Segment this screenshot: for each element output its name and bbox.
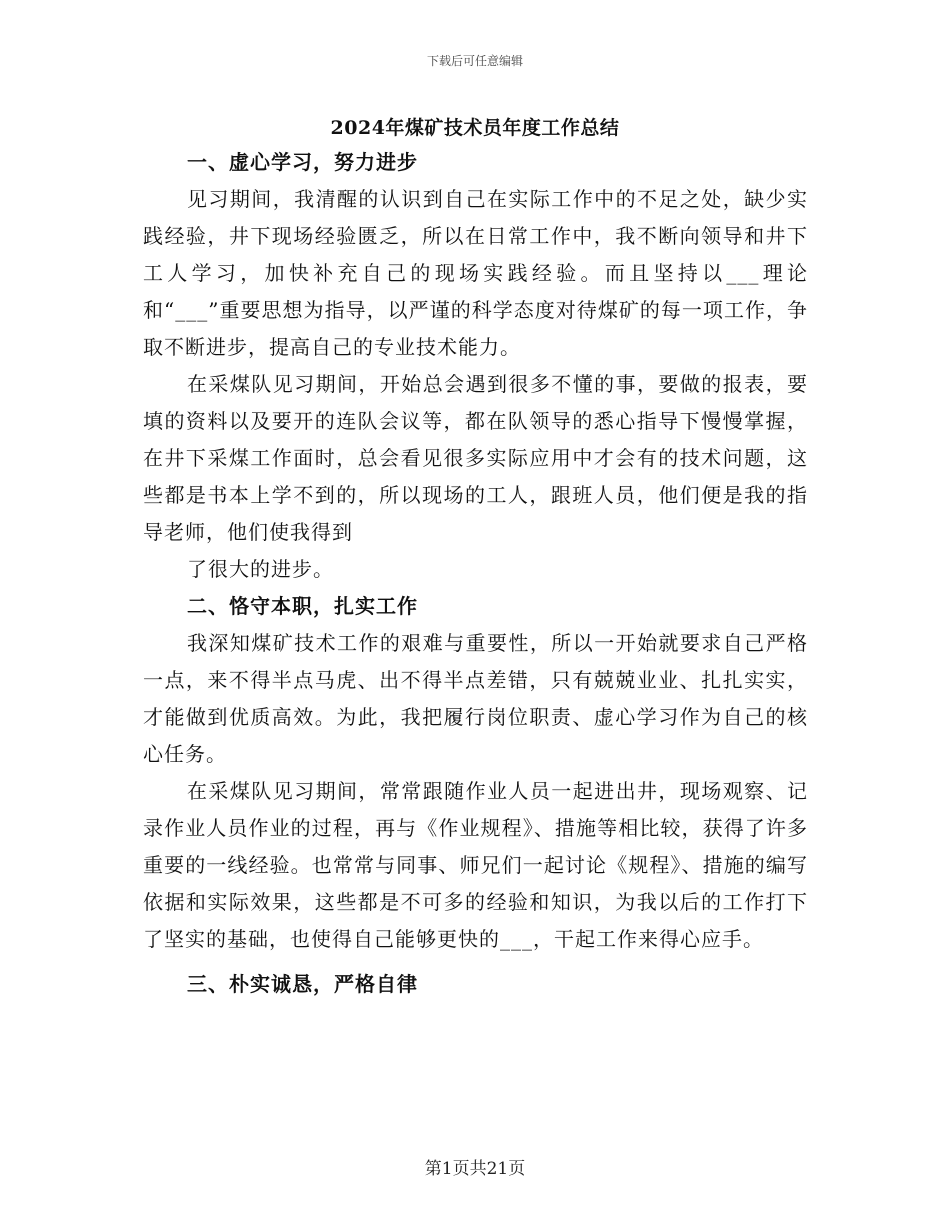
section-heading-2: 二、恪守本职，扎实工作 bbox=[187, 594, 418, 618]
section-1-paragraph-3: 了很大的进步。 bbox=[187, 557, 334, 581]
section-2-paragraph-2: 在采煤队见习期间，常常跟随作业人员一起进出井，现场观察、记录作业人员作业的过程，再与《作业规程》、措施等相比较，获得了许多重要的一线经验。也常常与同事、师兄们一起讨论《规程》、措施的编写依据和实际效果，这些都是不可多的经验和知识，为我以后的工作打下了坚实的基础，也使得自己能够更快的___，干起工作来得心应手。 bbox=[143, 779, 808, 951]
section-1-paragraph-1: 见习期间，我清醒的认识到自己在实际工作中的不足之处，缺少实践经验，井下现场经验匮乏，所以在日常工作中，我不断向领导和井下工人学习，加快补充自己的现场实践经验。而且坚持以___理论和“___”重要思想为指导，以严谨的科学态度对待煤矿的每一项工作，争取不断进步，提高自己的专业技术能力。 bbox=[143, 187, 808, 359]
page-header-note: 下载后可任意编辑 bbox=[426, 54, 523, 68]
page-number: 第1页共21页 bbox=[424, 1159, 526, 1179]
document-body bbox=[143, 144, 808, 1003]
section-heading-3: 三、朴实诚恳，严格自律 bbox=[187, 972, 418, 996]
section-1-paragraph-2: 在采煤队见习期间，开始总会遇到很多不懂的事，要做的报表，要填的资料以及要开的连队会议等，都在队领导的悉心指导下慢慢掌握，在井下采煤工作面时，总会看见很多实际应用中才会有的技术问题，这些都是书本上学不到的，所以现场的工人，跟班人员，他们便是我的指导老师，他们使我得到 bbox=[143, 372, 808, 544]
section-2-paragraph-1: 我深知煤矿技术工作的艰难与重要性，所以一开始就要求自己严格一点，来不得半点马虎、出不得半点差错，只有兢兢业业、扎扎实实，才能做到优质高效。为此，我把履行岗位职责、虚心学习作为自己的核心任务。 bbox=[143, 631, 808, 766]
section-heading-1: 一、虚心学习，努力进步 bbox=[187, 150, 418, 174]
document-title: 2024年煤矿技术员年度工作总结 bbox=[330, 117, 620, 139]
